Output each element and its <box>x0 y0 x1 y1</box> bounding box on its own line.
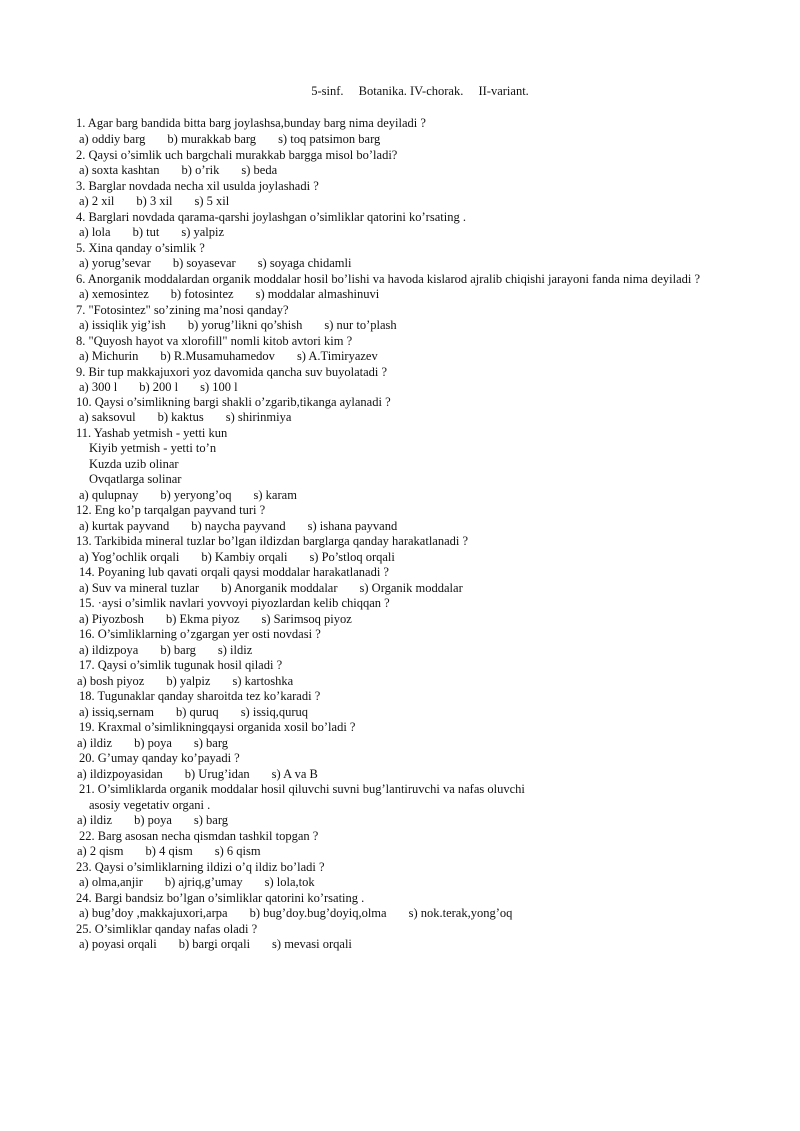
answer-option: b) ajriq,g’umay <box>164 875 243 889</box>
answer-options <box>77 844 261 859</box>
answer-options <box>77 674 293 689</box>
question-text: 6. Anorganik moddalardan organik moddalar hosil bo’lishi va havoda kislarod ajralib chiqishi jarayoni fanda nima deyiladi ? <box>76 272 701 286</box>
answer-options <box>77 813 228 828</box>
answer-option: a) ildizpoya <box>79 643 139 657</box>
answer-option: b) naycha payvand <box>191 519 286 533</box>
answer-option: s) kartoshka <box>232 674 294 688</box>
answer-option: s) soyaga chidamli <box>257 256 352 270</box>
question-text: 25. O’simliklar qanday nafas oladi ? <box>76 922 258 936</box>
answer-option: a) qulupnay <box>79 488 139 502</box>
question-text-line: asosiy vegetativ organi . <box>89 798 211 812</box>
question-text: 11. Yashab yetmish - yetti kun <box>76 426 228 440</box>
answer-options <box>79 643 252 658</box>
answer-option: a) issiq,sernam <box>79 705 154 719</box>
answer-option: a) soxta kashtan <box>79 163 160 177</box>
answer-option: s) toq patsimon barg <box>278 132 381 146</box>
question-text: 19. Kraxmal o’simlikningqaysi organida xosil bo’ladi ? <box>79 720 356 734</box>
answer-options <box>79 705 308 720</box>
answer-option: a) oddiy barg <box>79 132 146 146</box>
answer-option: b) Ekma piyoz <box>165 612 240 626</box>
answer-option: a) 2 qism <box>77 844 124 858</box>
answer-option: s) Po’stloq orqali <box>309 550 395 564</box>
answer-option: b) R.Musamuhamedov <box>160 349 275 363</box>
answer-option: a) ildiz <box>77 736 113 750</box>
answer-option: s) 100 l <box>200 380 238 394</box>
question-text: 22. Barg asosan necha qismdan tashkil topgan ? <box>79 829 319 843</box>
answer-option: b) 200 l <box>139 380 179 394</box>
question-text-line: Kuzda uzib olinar <box>89 457 179 471</box>
answer-option: a) ildizpoyasidan <box>77 767 163 781</box>
answer-option: s) 6 qism <box>214 844 261 858</box>
answer-option: b) Kambiy orqali <box>201 550 288 564</box>
answer-option: a) bug’doy ,makkajuxori,arpa <box>79 906 228 920</box>
answer-options <box>79 163 277 178</box>
question-text: 9. Bir tup makkajuxori yoz davomida qancha suv buyolatadi ? <box>76 365 388 379</box>
answer-option: s) beda <box>241 163 278 177</box>
answer-option: b) Urug’idan <box>184 767 250 781</box>
answer-option: b) poya <box>134 736 172 750</box>
answer-option: a) ildiz <box>77 813 113 827</box>
question-text-line: Kiyib yetmish - yetti to’n <box>89 441 217 455</box>
question-text: 1. Agar barg bandida bitta barg joylashsa,bunday barg nima deyiladi ? <box>76 116 426 130</box>
answer-options <box>79 937 352 952</box>
question-text: 13. Tarkibida mineral tuzlar bo’lgan ildizdan barglarga qanday harakatlanadi ? <box>76 534 469 548</box>
answer-option: s) lola,tok <box>264 875 315 889</box>
answer-option: s) moddalar almashinuvi <box>255 287 380 301</box>
answer-option: s) ishana payvand <box>307 519 398 533</box>
question-text: 18. Tugunaklar qanday sharoitda tez ko’karadi ? <box>79 689 321 703</box>
answer-option: s) barg <box>193 813 229 827</box>
answer-option: s) shirinmiya <box>225 410 292 424</box>
question-text: 16. O’simliklarning o’zgargan yer osti novdasi ? <box>79 627 321 641</box>
answer-option: s) karam <box>253 488 297 502</box>
answer-option: b) soyasevar <box>172 256 236 270</box>
question-text: 7. "Fotosintez" so’zining ma’nosi qanday? <box>76 303 289 317</box>
answer-option: a) kurtak payvand <box>79 519 170 533</box>
answer-options <box>79 488 297 503</box>
answer-option: a) 2 xil <box>79 194 115 208</box>
answer-option: s) Sarimsoq piyoz <box>261 612 352 626</box>
question-text: 8. "Quyosh hayot va xlorofill" nomli kitob avtori kim ? <box>76 334 353 348</box>
answer-option: a) yorug’sevar <box>79 256 151 270</box>
answer-options <box>79 287 379 302</box>
question-text: 10. Qaysi o’simlikning bargi shakli o’zgarib,tikanga aylanadi ? <box>76 395 391 409</box>
answer-option: b) 4 qism <box>145 844 193 858</box>
question-text: 3. Barglar novdada necha xil usulda joylashadi ? <box>76 179 319 193</box>
answer-options <box>79 410 291 425</box>
answer-options <box>77 767 318 782</box>
answer-option: b) murakkab barg <box>167 132 257 146</box>
answer-options <box>77 736 228 751</box>
question-text: 12. Eng ko’p tarqalgan payvand turi ? <box>76 503 266 517</box>
answer-option: a) poyasi orqali <box>79 937 157 951</box>
answer-option: s) nok.terak,yong’oq <box>408 906 513 920</box>
question-text: 17. Qaysi o’simlik tugunak hosil qiladi ? <box>79 658 283 672</box>
answer-options <box>79 318 397 333</box>
answer-option: b) yalpiz <box>166 674 211 688</box>
answer-options <box>79 194 229 209</box>
answer-options <box>79 581 463 596</box>
answer-options <box>79 550 395 565</box>
answer-option: a) 300 l <box>79 380 118 394</box>
subject-label: Botanika. IV-chorak. <box>358 84 464 98</box>
question-text: 24. Bargi bandsiz bo’lgan o’simliklar qatorini ko’rsating . <box>76 891 365 905</box>
answer-option: s) yalpiz <box>181 225 225 239</box>
answer-option: b) kaktus <box>157 410 204 424</box>
answer-options <box>79 132 380 147</box>
answer-options <box>79 906 512 921</box>
answer-option: b) poya <box>134 813 172 827</box>
answer-options <box>79 256 351 271</box>
answer-option: s) mevasi orqali <box>272 937 352 951</box>
answer-option: a) Yog’ochlik orqali <box>79 550 180 564</box>
document-title <box>0 84 800 99</box>
answer-option: b) 3 xil <box>136 194 173 208</box>
answer-option: s) barg <box>193 736 229 750</box>
answer-option: a) olma,anjir <box>79 875 143 889</box>
answer-option: s) 5 xil <box>194 194 230 208</box>
answer-option: b) barg <box>160 643 196 657</box>
answer-option: b) quruq <box>175 705 219 719</box>
question-text: 20. G’umay qanday ko’payadi ? <box>79 751 240 765</box>
answer-option: a) lola <box>79 225 111 239</box>
answer-option: a) Suv va mineral tuzlar <box>79 581 200 595</box>
question-text: 2. Qaysi o’simlik uch bargchali murakkab bargga misol bo’ladi? <box>76 148 398 162</box>
answer-option: s) Organik moddalar <box>359 581 463 595</box>
answer-option: a) bosh piyoz <box>77 674 145 688</box>
answer-option: s) A va B <box>271 767 318 781</box>
answer-options <box>79 349 378 364</box>
variant-label: II-variant. <box>478 84 529 98</box>
answer-option: a) issiqlik yig’ish <box>79 318 166 332</box>
answer-option: a) Michurin <box>79 349 139 363</box>
question-text-line: Ovqatlarga solinar <box>89 472 182 486</box>
answer-option: a) saksovul <box>79 410 136 424</box>
answer-option: a) xemosintez <box>79 287 149 301</box>
question-text: 15. ·aysi o’simlik navlari yovvoyi piyozlardan kelib chiqqan ? <box>79 596 390 610</box>
answer-option: s) nur to’plash <box>324 318 397 332</box>
answer-option: s) issiq,quruq <box>240 705 309 719</box>
question-text: 4. Barglari novdada qarama-qarshi joylashgan o’simliklar qatorini ko’rsating . <box>76 210 466 224</box>
answer-options <box>79 612 352 627</box>
question-text: 21. O’simliklarda organik moddalar hosil qiluvchi suvni bug’lantiruvchi va nafas oluvchi <box>79 782 525 796</box>
question-text: 5. Xina qanday o’simlik ? <box>76 241 205 255</box>
grade-label: 5-sinf. <box>311 84 344 98</box>
answer-option: b) bug’doy.bug’doyiq,olma <box>249 906 387 920</box>
answer-option: b) fotosintez <box>170 287 234 301</box>
answer-option: s) ildiz <box>217 643 253 657</box>
question-text: 23. Qaysi o’simliklarning ildizi o’q ildiz bo’ladi ? <box>76 860 325 874</box>
answer-option: b) yorug’likni qo’shish <box>187 318 303 332</box>
answer-option: b) yeryong’oq <box>160 488 232 502</box>
answer-options <box>79 225 224 240</box>
answer-options <box>79 380 238 395</box>
answer-option: b) tut <box>132 225 160 239</box>
answer-options <box>79 519 397 534</box>
answer-option: s) A.Timiryazev <box>296 349 378 363</box>
answer-option: a) Piyozbosh <box>79 612 144 626</box>
question-text: 14. Poyaning lub qavati orqali qaysi moddalar harakatlanadi ? <box>79 565 389 579</box>
answer-options <box>79 875 315 890</box>
answer-option: b) Anorganik moddalar <box>221 581 338 595</box>
answer-option: b) bargi orqali <box>178 937 251 951</box>
answer-option: b) o’rik <box>181 163 220 177</box>
